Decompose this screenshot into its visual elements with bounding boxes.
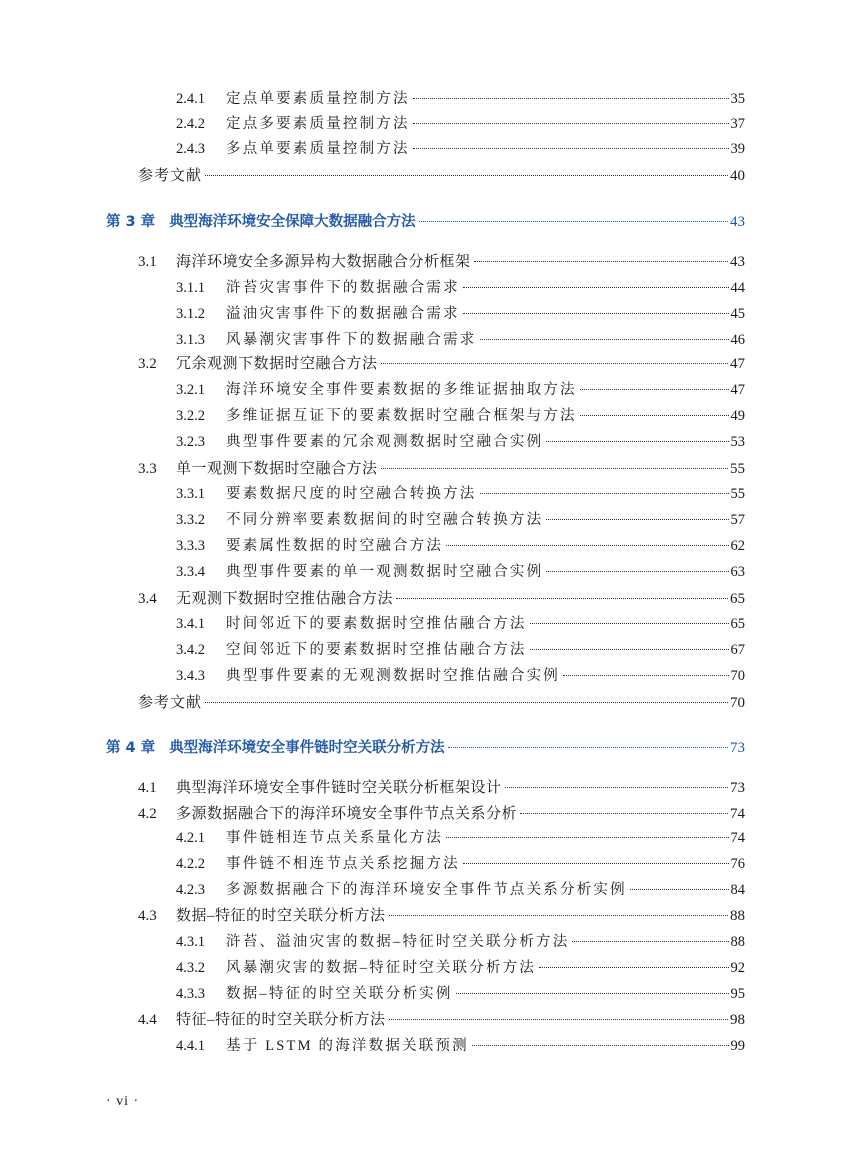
toc-entry-title: 时间邻近下的要素数据时空推估融合方法 (226, 616, 527, 632)
toc-entry-title: 冗余观测下数据时空融合方法 (176, 356, 378, 372)
toc-entry-page-number: 47 (730, 382, 745, 398)
toc-entry-page-number: 74 (730, 830, 745, 846)
toc-entry-page-number: 63 (730, 564, 745, 580)
toc-entry-number: 4.2.2 (176, 856, 205, 872)
dot-leader (546, 571, 728, 572)
toc-section-entry[interactable] (138, 803, 745, 825)
toc-entry-page-number: 43 (730, 214, 745, 230)
toc-entry-title: 典型事件要素的冗余观测数据时空融合实例 (226, 434, 544, 450)
dot-leader (446, 837, 728, 838)
dot-leader (530, 623, 729, 624)
toc-entry-title: 参考文献 (138, 168, 203, 184)
toc-entry-number: 3.2.1 (176, 382, 205, 398)
toc-entry-title: 风暴潮灾害事件下的数据融合需求 (226, 332, 477, 348)
toc-entry-number: 4.1 (138, 780, 157, 796)
toc-chapter-entry[interactable] (106, 211, 745, 233)
toc-section-entry[interactable] (138, 458, 745, 480)
toc-section-entry[interactable] (138, 905, 745, 927)
dot-leader (580, 415, 729, 416)
toc-section-entry[interactable] (138, 353, 745, 375)
dot-leader (480, 339, 729, 340)
toc-entry-number: 第 4 章 (106, 740, 156, 756)
dot-leader (520, 813, 728, 814)
toc-entry-page-number: 74 (730, 806, 745, 822)
toc-references-entry[interactable] (138, 692, 745, 714)
toc-entry-number: 3.1.1 (176, 280, 205, 296)
toc-entry-number: 4.3.3 (176, 986, 205, 1002)
toc-entry-title: 溢油灾害事件下的数据融合需求 (226, 306, 460, 322)
toc-entry-page-number: 98 (730, 1012, 745, 1028)
toc-entry-title: 典型事件要素的单一观测数据时空融合实例 (226, 564, 544, 580)
toc-entry-page-number: 40 (730, 168, 745, 184)
toc-entry-number: 4.4 (138, 1012, 157, 1028)
toc-entry-title: 定点单要素质量控制方法 (226, 91, 410, 107)
dot-leader (446, 545, 728, 546)
dot-leader (546, 441, 728, 442)
toc-entry-number: 3.1.2 (176, 306, 205, 322)
toc-entry-number: 3.4.1 (176, 616, 205, 632)
toc-entry-title: 参考文献 (138, 695, 203, 711)
toc-section-entry[interactable] (138, 251, 745, 273)
toc-section-entry[interactable] (176, 138, 745, 160)
toc-entry-number: 2.4.2 (176, 116, 205, 132)
toc-entry-title: 基于 LSTM 的海洋数据关联预测 (226, 1038, 469, 1054)
toc-entry-title: 无观测下数据时空推估融合方法 (176, 591, 394, 607)
toc-entry-page-number: 70 (730, 668, 745, 684)
toc-entry-title: 海洋环境安全事件要素数据的多维证据抽取方法 (226, 382, 577, 398)
toc-entry-page-number: 62 (730, 538, 745, 554)
dot-leader (463, 863, 729, 864)
toc-entry-page-number: 47 (730, 356, 745, 372)
toc-section-entry[interactable] (176, 639, 745, 661)
dot-leader (389, 1019, 728, 1020)
toc-entry-number: 3.1 (138, 254, 157, 270)
toc-section-entry[interactable] (138, 588, 745, 610)
toc-entry-title: 单一观测下数据时空融合方法 (176, 461, 378, 477)
dot-leader (463, 287, 729, 288)
toc-chapter-entry[interactable] (106, 737, 745, 759)
dot-leader (381, 468, 728, 469)
dot-leader (419, 221, 728, 222)
dot-leader (572, 941, 728, 942)
toc-entry-page-number: 84 (730, 882, 745, 898)
toc-entry-number: 3.3 (138, 461, 157, 477)
toc-section-entry[interactable] (176, 329, 745, 351)
toc-section-entry[interactable] (176, 879, 745, 901)
dot-leader (205, 702, 728, 703)
toc-section-entry[interactable] (176, 561, 745, 583)
toc-entry-number: 3.4 (138, 591, 157, 607)
toc-entry-page-number: 76 (730, 856, 745, 872)
dot-leader (456, 993, 729, 994)
toc-section-entry[interactable] (176, 379, 745, 401)
toc-entry-number: 4.2 (138, 806, 157, 822)
dot-leader (413, 98, 729, 99)
toc-entry-number: 3.3.4 (176, 564, 205, 580)
toc-entry-title: 典型海洋环境安全事件链时空关联分析框架设计 (176, 780, 502, 796)
toc-entry-number: 3.1.3 (176, 332, 205, 348)
dot-leader (580, 389, 729, 390)
dot-leader (563, 675, 729, 676)
toc-entry-page-number: 65 (730, 616, 745, 632)
toc-entry-number: 2.4.1 (176, 91, 205, 107)
dot-leader (539, 967, 728, 968)
toc-entry-page-number: 73 (730, 780, 745, 796)
toc-section-entry[interactable] (176, 277, 745, 299)
toc-entry-title: 海洋环境安全多源异构大数据融合分析框架 (176, 254, 471, 270)
toc-entry-number: 4.3.2 (176, 960, 205, 976)
toc-entry-page-number: 49 (730, 408, 745, 424)
toc-entry-title: 多源数据融合下的海洋环境安全事件节点关系分析实例 (226, 882, 627, 898)
toc-entry-number: 3.3.1 (176, 486, 205, 502)
toc-entry-title: 事件链不相连节点关系挖掘方法 (226, 856, 460, 872)
toc-entry-title: 浒苔灾害事件下的数据融合需求 (226, 280, 460, 296)
toc-entry-number: 第 3 章 (106, 214, 156, 230)
toc-entry-title: 典型海洋环境安全保障大数据融合方法 (169, 214, 416, 230)
toc-entry-title: 事件链相连节点关系量化方法 (226, 830, 444, 846)
dot-leader (205, 175, 728, 176)
toc-section-entry[interactable] (176, 88, 745, 110)
toc-section-entry[interactable] (176, 827, 745, 849)
toc-entry-number: 4.2.1 (176, 830, 205, 846)
toc-section-entry[interactable] (176, 483, 745, 505)
toc-entry-page-number: 39 (730, 141, 745, 157)
toc-section-entry[interactable] (176, 613, 745, 635)
toc-entry-page-number: 55 (730, 461, 745, 477)
toc-entry-page-number: 46 (730, 332, 745, 348)
toc-entry-number: 4.2.3 (176, 882, 205, 898)
dot-leader (630, 889, 729, 890)
toc-entry-number: 2.4.3 (176, 141, 205, 157)
toc-entry-page-number: 35 (730, 91, 745, 107)
toc-entry-title: 要素数据尺度的时空融合转换方法 (226, 486, 477, 502)
toc-entry-page-number: 43 (730, 254, 745, 270)
toc-entry-title: 多源数据融合下的海洋环境安全事件节点关系分析 (176, 806, 518, 822)
toc-entry-number: 3.2.3 (176, 434, 205, 450)
toc-entry-page-number: 88 (730, 934, 745, 950)
toc-entry-page-number: 99 (730, 1038, 745, 1054)
toc-entry-page-number: 95 (730, 986, 745, 1002)
toc-entry-page-number: 57 (730, 512, 745, 528)
toc-entry-title: 多点单要素质量控制方法 (226, 141, 410, 157)
dot-leader (389, 915, 728, 916)
toc-section-entry[interactable] (176, 431, 745, 453)
toc-entry-page-number: 55 (730, 486, 745, 502)
toc-entry-title: 定点多要素质量控制方法 (226, 116, 410, 132)
toc-section-entry[interactable] (176, 535, 745, 557)
toc-entry-page-number: 92 (730, 960, 745, 976)
toc-entry-number: 3.4.2 (176, 642, 205, 658)
toc-entry-title: 空间邻近下的要素数据时空推估融合方法 (226, 642, 527, 658)
dot-leader (396, 598, 728, 599)
toc-entry-number: 4.3.1 (176, 934, 205, 950)
dot-leader (480, 493, 729, 494)
toc-entry-title: 多维证据互证下的要素数据时空融合框架与方法 (226, 408, 577, 424)
toc-entry-title: 风暴潮灾害的数据–特征时空关联分析方法 (226, 960, 537, 976)
toc-entry-number: 3.4.3 (176, 668, 205, 684)
toc-entry-title: 数据–特征的时空关联分析方法 (176, 908, 386, 924)
dot-leader (505, 787, 728, 788)
dot-leader (448, 747, 728, 748)
toc-entry-page-number: 45 (730, 306, 745, 322)
toc-section-entry[interactable] (176, 1035, 745, 1057)
toc-entry-title: 要素属性数据的时空融合方法 (226, 538, 444, 554)
toc-entry-title: 浒苔、溢油灾害的数据–特征时空关联分析方法 (226, 934, 570, 950)
dot-leader (381, 363, 728, 364)
toc-entry-title: 不同分辨率要素数据间的时空融合转换方法 (226, 512, 544, 528)
toc-entry-number: 3.2 (138, 356, 157, 372)
dot-leader (463, 313, 729, 314)
toc-entry-number: 3.3.2 (176, 512, 205, 528)
toc-section-entry[interactable] (176, 113, 745, 135)
dot-leader (474, 261, 728, 262)
toc-section-entry[interactable] (176, 509, 745, 531)
page-folio: · vi · (106, 1094, 140, 1109)
toc-entry-title: 数据–特征的时空关联分析实例 (226, 986, 453, 1002)
toc-section-entry[interactable] (176, 405, 745, 427)
toc-entry-number: 4.3 (138, 908, 157, 924)
dot-leader (413, 123, 729, 124)
dot-leader (546, 519, 728, 520)
toc-section-entry[interactable] (138, 1009, 745, 1031)
toc-section-entry[interactable] (176, 957, 745, 979)
toc-entry-number: 4.4.1 (176, 1038, 205, 1054)
toc-entry-number: 3.2.2 (176, 408, 205, 424)
toc-section-entry[interactable] (176, 931, 745, 953)
toc-entry-title: 典型海洋环境安全事件链时空关联分析方法 (169, 740, 445, 756)
toc-entry-page-number: 70 (730, 695, 745, 711)
toc-section-entry[interactable] (176, 665, 745, 687)
toc-entry-title: 典型事件要素的无观测数据时空推估融合实例 (226, 668, 560, 684)
toc-entry-page-number: 44 (730, 280, 745, 296)
toc-section-entry[interactable] (138, 777, 745, 799)
toc-entry-page-number: 53 (730, 434, 745, 450)
toc-entry-title: 特征–特征的时空关联分析方法 (176, 1012, 386, 1028)
toc-references-entry[interactable] (138, 165, 745, 187)
toc-entry-page-number: 65 (730, 591, 745, 607)
toc-section-entry[interactable] (176, 983, 745, 1005)
dot-leader (472, 1045, 729, 1046)
toc-section-entry[interactable] (176, 853, 745, 875)
toc-entry-number: 3.3.3 (176, 538, 205, 554)
dot-leader (413, 148, 729, 149)
toc-entry-page-number: 67 (730, 642, 745, 658)
toc-entry-page-number: 73 (730, 740, 745, 756)
toc-section-entry[interactable] (176, 303, 745, 325)
toc-entry-page-number: 37 (730, 116, 745, 132)
dot-leader (530, 649, 729, 650)
toc-entry-page-number: 88 (730, 908, 745, 924)
